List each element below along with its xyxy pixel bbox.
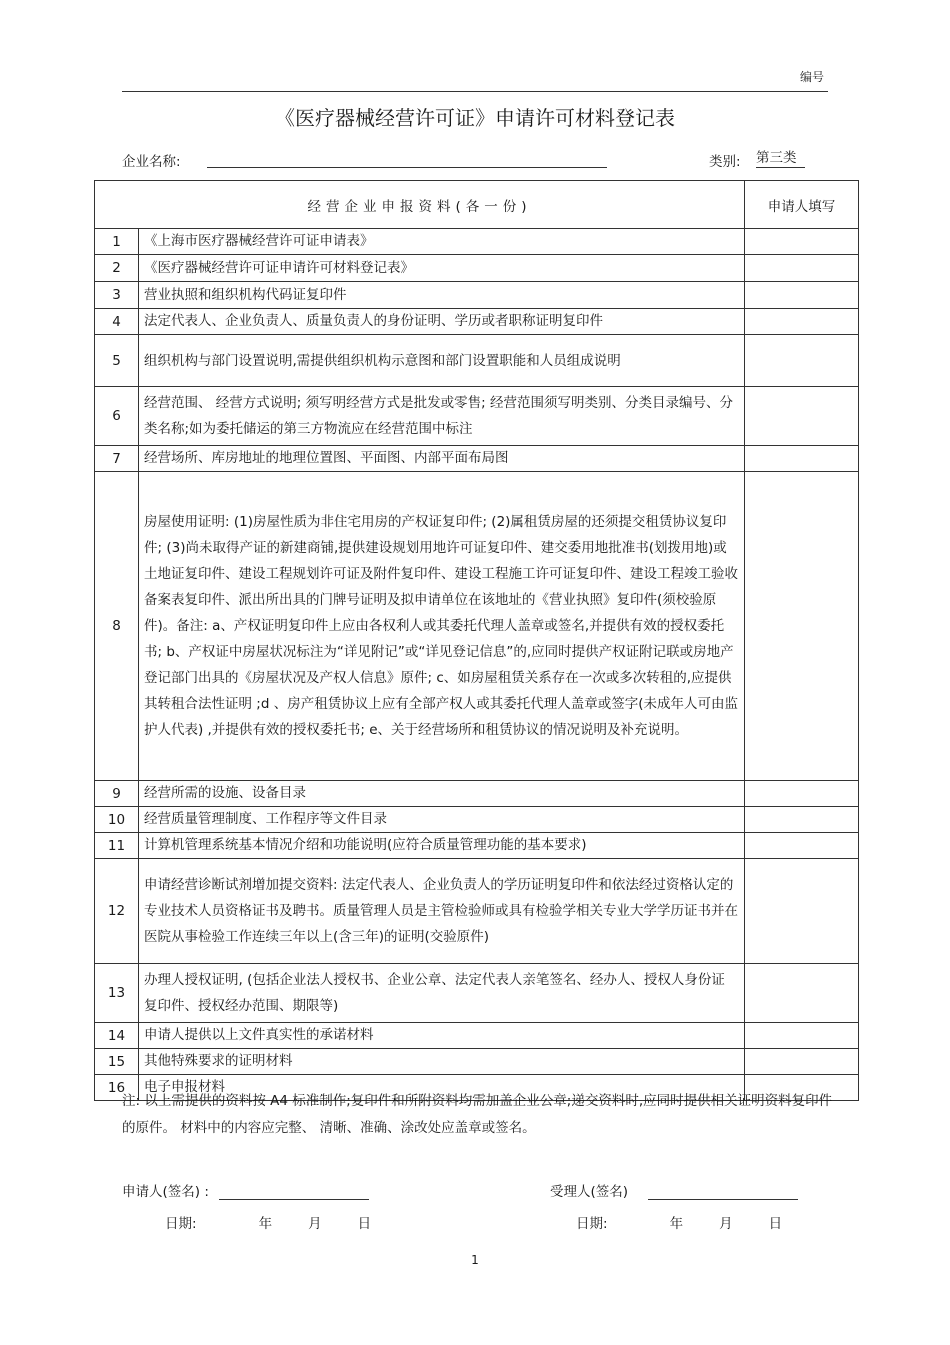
date-month: 月 [308,1216,322,1232]
table-row [95,446,859,472]
applicant-fill-cell[interactable] [745,1049,859,1075]
row-number: 9 [95,781,139,807]
row-content: 《医疗器械经营许可证申请许可材料登记表》 [139,255,745,282]
table-row [95,255,859,282]
header-rule [122,91,828,92]
column-header-materials: 经营企业申报资料(各一份) [95,181,745,229]
table-row [95,472,859,781]
date-year: 年 [258,1216,273,1232]
row-number: 13 [95,964,139,1023]
page-number: 1 [471,1253,479,1267]
table-row [95,859,859,964]
table-row [95,387,859,446]
material-table [94,180,859,1101]
table-row [95,335,859,387]
applicant-fill-cell[interactable] [745,387,859,446]
row-content: 法定代表人、企业负责人、质量负责人的身份证明、学历或者职称证明复印件 [139,309,745,335]
applicant-fill-cell[interactable] [745,1023,859,1049]
receiver-signature-field[interactable] [648,1185,798,1200]
footnote: 注: 以上需提供的资料按 A4 标准制作;复印件和所附资料均需加盖企业公章;递交资料时,应同时提供相关证明资料复印件的原件。 材料中的内容应完整、 清晰、准确、涂改处应盖章或签名。 [122,1093,833,1136]
row-content: 电子申报材料 [139,1075,745,1101]
row-number: 4 [95,309,139,335]
applicant-fill-cell[interactable] [745,335,859,387]
table-row [95,781,859,807]
applicant-signature-label: 申请人(签名) : [122,1184,209,1200]
row-number: 14 [95,1023,139,1049]
applicant-fill-cell[interactable] [745,807,859,833]
applicant-signature [122,1180,369,1200]
row-number: 12 [95,859,139,964]
row-number: 10 [95,807,139,833]
row-content: 房屋使用证明: (1)房屋性质为非住宅用房的产权证复印件; (2)属租赁房屋的还须提交租赁协议复印件; (3)尚未取得产证的新建商铺,提供建设规划用地许可证复印件、建交委用地批准书(划拨用地)或土地证复印件、建设工程规划许可证及附件复印件、建设工程施工许可证复印件、建设工程竣工验收备案表复印件、派出所出具的门牌号证明及拟申请单位在该地址的《营业执照》复印件(须校验原件)。备注: a、产权证明复印件上应由各权利人或其委托代理人盖章或签名,并提供有效的授权委托书; b、产权证中房屋状况标注为“详见附记”或“详见登记信息”的,应同时提供产权证附记联或房地产登记部门出具的《房屋状况及产权人信息》原件; c、如房屋租赁关系存在一次或多次转租的,应提供其转租合法性证明 ;d 、房产租赁协议上应有全部产权人或其委托代理人盖章或签字(未成年人可由监护人代表) ,并提供有效的授权委托书; e、关于经营场所和租赁协议的情况说明及补充说明。 [139,472,745,781]
row-content: 经营场所、库房地址的地理位置图、平面图、内部平面布局图 [139,446,745,472]
row-number: 8 [95,472,139,781]
row-content: 申请人提供以上文件真实性的承诺材料 [139,1023,745,1049]
category-value: 第三类 [756,150,805,168]
row-content: 办理人授权证明, (包括企业法人授权书、企业公章、法定代表人亲笔签名、经办人、授权人身份证复印件、授权经办范围、期限等) [139,964,745,1023]
applicant-fill-cell[interactable] [745,446,859,472]
applicant-fill-cell[interactable] [745,833,859,859]
row-content: 经营所需的设施、设备目录 [139,781,745,807]
applicant-fill-cell[interactable] [745,781,859,807]
date-month: 月 [719,1216,733,1232]
row-number: 3 [95,282,139,309]
applicant-fill-cell[interactable] [745,255,859,282]
applicant-signature-field[interactable] [219,1185,369,1200]
receiver-signature-label: 受理人(签名) [550,1184,629,1200]
table-row [95,1049,859,1075]
row-content: 经营范围、 经营方式说明; 须写明经营方式是批发或零售; 经营范围须写明类别、分类目录编号、分类名称;如为委托储运的第三方物流应在经营范围中标注 [139,387,745,446]
receiver-signature [550,1180,798,1200]
row-number: 5 [95,335,139,387]
applicant-fill-cell[interactable] [745,964,859,1023]
document-number-label: 编号 [800,70,825,84]
row-number: 7 [95,446,139,472]
date-day: 日 [357,1216,372,1232]
row-number: 1 [95,229,139,255]
row-content: 计算机管理系统基本情况介绍和功能说明(应符合质量管理功能的基本要求) [139,833,745,859]
company-name-label: 企业名称: [122,154,181,170]
column-header-applicant: 申请人填写 [745,181,859,229]
table-row [95,964,859,1023]
row-number: 6 [95,387,139,446]
row-content: 其他特殊要求的证明材料 [139,1049,745,1075]
table-row [95,282,859,309]
table-row [95,309,859,335]
date-label: 日期: [576,1216,608,1232]
row-number: 2 [95,255,139,282]
row-content: 组织机构与部门设置说明,需提供组织机构示意图和部门设置职能和人员组成说明 [139,335,745,387]
date-year: 年 [669,1216,684,1232]
row-content: 营业执照和组织机构代码证复印件 [139,282,745,309]
applicant-fill-cell[interactable] [745,282,859,309]
receiver-date [576,1212,782,1232]
row-content: 《上海市医疗器械经营许可证申请表》 [139,229,745,255]
row-number: 15 [95,1049,139,1075]
table-row [95,1023,859,1049]
date-day: 日 [768,1216,783,1232]
row-number: 11 [95,833,139,859]
row-number: 16 [95,1075,139,1101]
company-name-field[interactable] [207,167,607,168]
applicant-fill-cell[interactable] [745,229,859,255]
category-label: 类别: [709,154,741,170]
row-content: 经营质量管理制度、工作程序等文件目录 [139,807,745,833]
document-title: 《医疗器械经营许可证》申请许可材料登记表 [275,106,675,130]
applicant-fill-cell[interactable] [745,472,859,781]
applicant-fill-cell[interactable] [745,859,859,964]
row-content: 申请经营诊断试剂增加提交资料: 法定代表人、企业负责人的学历证明复印件和依法经过资格认定的专业技术人员资格证书及聘书。质量管理人员是主管检验师或具有检验学相关专业大学学历证书并在医院从事检验工作连续三年以上(含三年)的证明(交验原件) [139,859,745,964]
table-row [95,229,859,255]
table-row [95,807,859,833]
applicant-date [165,1212,371,1232]
table-header-row [95,181,859,229]
table-row [95,833,859,859]
date-label: 日期: [165,1216,197,1232]
applicant-fill-cell[interactable] [745,309,859,335]
